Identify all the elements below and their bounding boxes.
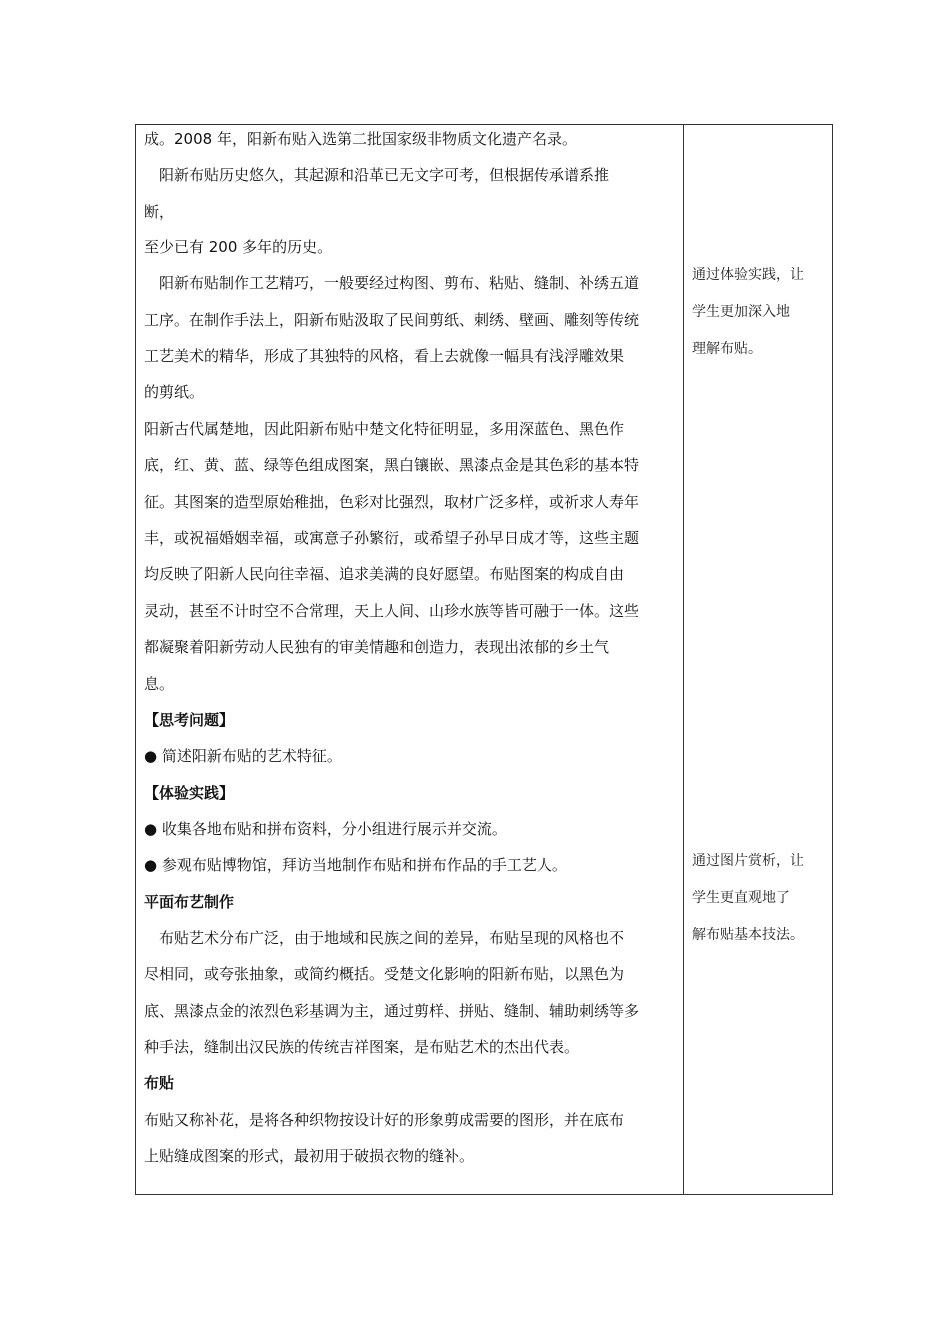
note-line: 通过体验实践，让 [692,267,804,283]
paragraph-line: 上贴缝成图案的形式，最初用于破损衣物的缝补。 [144,1147,475,1165]
paragraph-line: 底、黑漆点金的浓烈色彩基调为主，通过剪样、拼贴、缝制、辅助刺绣等多 [144,1002,640,1020]
paragraph-line: ● 简述阳新布贴的艺术特征。 [144,747,342,765]
paragraph-line: 均反映了阳新人民向往幸福、追求美满的良好愿望。布贴图案的构成自由 [144,565,625,583]
paragraph-line: 成。2008 年，阳新布贴入选第二批国家级非物质文化遗产名录。 [144,130,577,148]
paragraph-line: ● 收集各地布贴和拼布资料，分小组进行展示并交流。 [144,820,507,838]
paragraph-line: 息。 [144,675,175,693]
section-heading: 平面布艺制作 [144,893,235,911]
paragraph-line: 阳新布贴制作工艺精巧，一般要经过构图、剪布、粘贴、缝制、补绣五道 [144,274,640,292]
paragraph-line: 断， [144,203,175,221]
section-heading: 布贴 [144,1074,175,1092]
section-heading: 【思考问题】 [144,711,235,729]
paragraph-line: 至少已有 200 多年的历史。 [144,238,333,256]
paragraph-line: 底，红、黄、蓝、绿等色组成图案，黑白镶嵌、黑漆点金是其色彩的基本特 [144,456,640,474]
paragraph-line: 征。其图案的造型原始稚拙，色彩对比强烈，取材广泛多样，或祈求人寿年 [144,493,640,511]
note-line: 学生更直观地了 [692,890,790,906]
paragraph-line: ● 参观布贴博物馆，拜访当地制作布贴和拼布作品的手工艺人。 [144,856,567,874]
paragraph-line: 都凝聚着阳新劳动人民独有的审美情趣和创造力，表现出浓郁的乡土气 [144,638,610,656]
paragraph-line: 丰，或祝福婚姻幸福，或寓意子孙繁衍，或希望子孙早日成才等，这些主题 [144,529,640,547]
note-line: 理解布贴。 [692,341,762,357]
column-divider [683,125,684,1194]
paragraph-line: 布贴艺术分布广泛，由于地域和民族之间的差异，布贴呈现的风格也不 [144,929,625,947]
lesson-table [135,124,833,1195]
paragraph-line: 灵动，甚至不计时空不合常理，天上人间、山珍水族等皆可融于一体。这些 [144,602,640,620]
paragraph-line: 阳新布贴历史悠久，其起源和沿革已无文字可考，但根据传承谱系推 [144,166,610,184]
note-line: 学生更加深入地 [692,304,790,320]
paragraph-line: 工艺美术的精华，形成了其独特的风格，看上去就像一幅具有浅浮雕效果 [144,347,625,365]
paragraph-line: 阳新古代属楚地，因此阳新布贴中楚文化特征明显，多用深蓝色、黑色作 [144,420,625,438]
paragraph-line: 布贴又称补花，是将各种织物按设计好的形象剪成需要的图形，并在底布 [144,1111,625,1129]
paragraph-line: 种手法，缝制出汉民族的传统吉祥图案，是布贴艺术的杰出代表。 [144,1038,580,1056]
note-line: 解布贴基本技法。 [692,927,804,943]
note-line: 通过图片赏析，让 [692,853,804,869]
paragraph-line: 工序。在制作手法上，阳新布贴汲取了民间剪纸、刺绣、壁画、雕刻等传统 [144,311,640,329]
paragraph-line: 的剪纸。 [144,383,205,401]
paragraph-line: 尽相同，或夸张抽象，或简约概括。受楚文化影响的阳新布贴，以黑色为 [144,965,625,983]
section-heading: 【体验实践】 [144,784,235,802]
